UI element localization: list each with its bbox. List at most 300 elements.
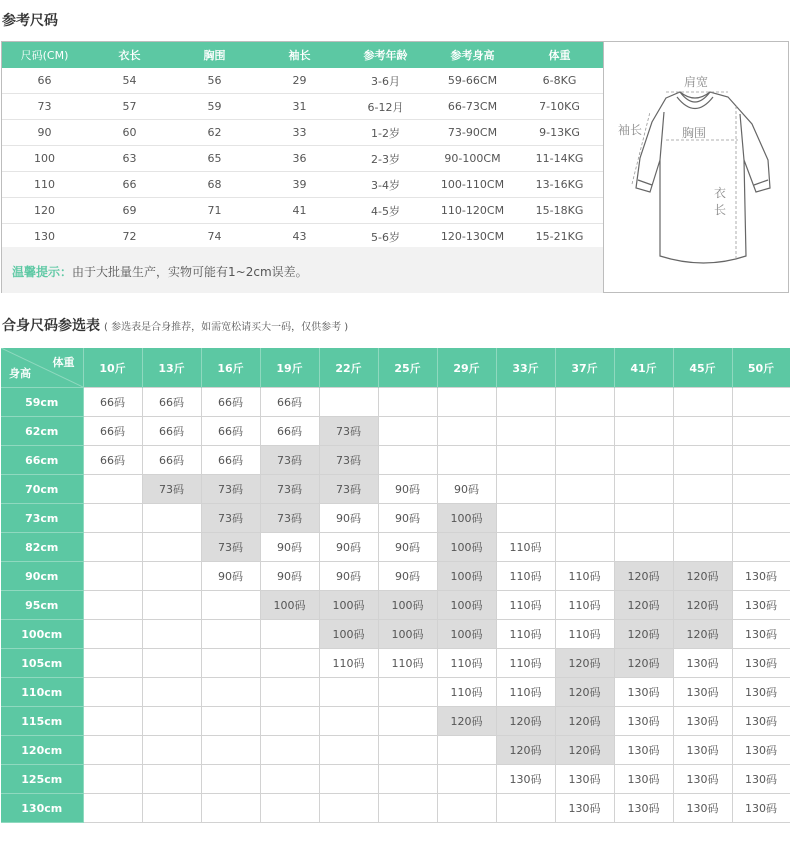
fit-cell [673, 388, 732, 417]
size-cell: 43 [257, 224, 342, 250]
fit-cell [437, 417, 496, 446]
size-row [2, 198, 603, 224]
fit-cell: 130码 [732, 707, 790, 736]
fit-cell [83, 794, 142, 823]
fit-cell [673, 504, 732, 533]
fit-cell [260, 707, 319, 736]
fit-cell [201, 620, 260, 649]
fit-cell [614, 475, 673, 504]
fit-cell: 130码 [496, 765, 555, 794]
fit-cell: 90码 [201, 562, 260, 591]
size-col-header: 袖长 [257, 42, 342, 68]
weight-header: 25斤 [378, 348, 437, 388]
weight-header: 41斤 [614, 348, 673, 388]
fit-cell: 110码 [437, 678, 496, 707]
fit-cell [673, 533, 732, 562]
fit-cell: 110码 [437, 649, 496, 678]
size-cell: 72 [87, 224, 172, 250]
fit-cell: 110码 [496, 562, 555, 591]
fit-cell: 73码 [201, 533, 260, 562]
fit-cell: 130码 [555, 765, 614, 794]
size-cell: 9-13KG [516, 120, 603, 146]
fit-cell: 73码 [260, 504, 319, 533]
size-row [2, 224, 603, 250]
fit-cell: 130码 [673, 707, 732, 736]
fit-row [1, 417, 790, 446]
fit-cell [319, 707, 378, 736]
fit-cell [378, 765, 437, 794]
size-table-header [2, 42, 603, 68]
size-col-header: 衣长 [87, 42, 172, 68]
height-header: 125cm [1, 765, 83, 794]
fit-cell [378, 794, 437, 823]
fit-row [1, 388, 790, 417]
size-cell: 15-21KG [516, 224, 603, 250]
size-row [2, 146, 603, 172]
fit-cell [260, 765, 319, 794]
fit-cell: 130码 [732, 620, 790, 649]
fit-cell: 110码 [555, 591, 614, 620]
fit-cell [614, 533, 673, 562]
fit-cell: 66码 [142, 417, 201, 446]
size-cell: 71 [172, 198, 257, 224]
fit-cell [142, 562, 201, 591]
size-cell: 33 [257, 120, 342, 146]
size-col-header: 胸围 [172, 42, 257, 68]
weight-header: 16斤 [201, 348, 260, 388]
size-cell: 1-2岁 [342, 120, 429, 146]
fit-cell: 100码 [319, 591, 378, 620]
fit-cell [260, 620, 319, 649]
height-header: 130cm [1, 794, 83, 823]
size-col-header: 参考身高 [429, 42, 516, 68]
fit-cell: 130码 [555, 794, 614, 823]
fit-cell: 73码 [201, 504, 260, 533]
fit-cell [83, 504, 142, 533]
fit-cell: 90码 [378, 475, 437, 504]
fit-cell: 90码 [319, 533, 378, 562]
fit-cell: 66码 [260, 388, 319, 417]
size-cell: 62 [172, 120, 257, 146]
fit-cell: 110码 [378, 649, 437, 678]
corner-height-label: 身高 [9, 367, 31, 380]
fit-cell: 120码 [496, 707, 555, 736]
fit-cell [437, 446, 496, 475]
chest-label: 胸围 [682, 126, 707, 140]
fit-cell [83, 475, 142, 504]
fit-cell [555, 533, 614, 562]
fit-cell: 100码 [437, 562, 496, 591]
size-cell: 120-130CM [429, 224, 516, 250]
fit-cell: 130码 [732, 765, 790, 794]
fit-cell: 73码 [142, 475, 201, 504]
height-header: 105cm [1, 649, 83, 678]
fit-cell [260, 794, 319, 823]
fit-cell: 100码 [437, 591, 496, 620]
fit-cell: 120码 [555, 736, 614, 765]
size-cell: 90-100CM [429, 146, 516, 172]
fit-cell: 120码 [614, 562, 673, 591]
height-header: 62cm [1, 417, 83, 446]
fit-cell [260, 678, 319, 707]
height-header: 100cm [1, 620, 83, 649]
fit-cell [437, 794, 496, 823]
fit-cell [201, 707, 260, 736]
fit-cell [260, 649, 319, 678]
fit-cell: 66码 [83, 417, 142, 446]
fit-cell: 120码 [673, 620, 732, 649]
fit-cell [673, 417, 732, 446]
fit-cell [555, 475, 614, 504]
size-row [2, 68, 603, 94]
length-label-1: 衣 [714, 186, 727, 200]
fit-cell: 120码 [673, 591, 732, 620]
height-header: 59cm [1, 388, 83, 417]
fit-cell [437, 388, 496, 417]
fit-cell [142, 620, 201, 649]
tip-body: 由于大批量生产，实物可能有1~2cm误差。 [72, 265, 308, 279]
fit-cell [732, 417, 790, 446]
fit-cell [201, 765, 260, 794]
fit-row [1, 504, 790, 533]
size-cell: 110-120CM [429, 198, 516, 224]
fit-cell: 66码 [142, 446, 201, 475]
size-cell: 7-10KG [516, 94, 603, 120]
length-label-2: 长 [714, 203, 727, 217]
fit-note: ( 参选表是合身推荐，如需宽松请买大一码，仅供参考 ) [104, 322, 349, 333]
fit-table [1, 348, 790, 823]
size-col-header: 尺码(CM) [2, 42, 87, 68]
fit-cell: 130码 [732, 562, 790, 591]
fit-cell: 130码 [673, 794, 732, 823]
weight-header: 13斤 [142, 348, 201, 388]
fit-cell: 130码 [614, 707, 673, 736]
fit-cell [555, 388, 614, 417]
height-header: 110cm [1, 678, 83, 707]
size-cell: 60 [87, 120, 172, 146]
fit-cell [437, 765, 496, 794]
fit-cell [378, 446, 437, 475]
fit-cell [496, 388, 555, 417]
weight-header: 37斤 [555, 348, 614, 388]
fit-cell [83, 765, 142, 794]
size-section-title: 参考尺码 [2, 13, 58, 29]
size-cell: 6-12月 [342, 94, 429, 120]
fit-cell: 130码 [614, 678, 673, 707]
size-cell: 54 [87, 68, 172, 94]
size-cell: 2-3岁 [342, 146, 429, 172]
fit-row [1, 678, 790, 707]
fit-row [1, 475, 790, 504]
fit-cell: 110码 [319, 649, 378, 678]
fit-cell [378, 678, 437, 707]
sleeve-label: 袖长 [618, 123, 643, 137]
size-cell: 11-14KG [516, 146, 603, 172]
height-header: 90cm [1, 562, 83, 591]
fit-cell [673, 446, 732, 475]
size-cell: 130 [2, 224, 87, 250]
fit-cell [142, 765, 201, 794]
fit-cell: 73码 [260, 446, 319, 475]
fit-section-title [2, 315, 348, 335]
fit-cell: 100码 [260, 591, 319, 620]
size-cell: 120 [2, 198, 87, 224]
fit-cell [83, 533, 142, 562]
fit-cell [142, 794, 201, 823]
fit-cell: 130码 [732, 649, 790, 678]
fit-cell: 66码 [83, 388, 142, 417]
size-cell: 110 [2, 172, 87, 198]
garment-diagram [604, 42, 788, 292]
fit-cell: 73码 [260, 475, 319, 504]
fit-cell: 130码 [732, 794, 790, 823]
fit-cell: 90码 [378, 504, 437, 533]
fit-cell [378, 707, 437, 736]
fit-cell [201, 794, 260, 823]
fit-cell: 110码 [555, 562, 614, 591]
fit-cell [83, 736, 142, 765]
fit-cell: 100码 [378, 620, 437, 649]
weight-header: 22斤 [319, 348, 378, 388]
size-cell: 13-16KG [516, 172, 603, 198]
fit-cell: 66码 [201, 388, 260, 417]
fit-cell: 120码 [614, 649, 673, 678]
size-cell: 56 [172, 68, 257, 94]
fit-cell [142, 591, 201, 620]
height-header: 115cm [1, 707, 83, 736]
fit-cell [555, 504, 614, 533]
fit-table-header [1, 348, 790, 388]
size-cell: 3-6月 [342, 68, 429, 94]
weight-header: 29斤 [437, 348, 496, 388]
fit-title-text: 合身尺码参选表 [2, 318, 100, 334]
fit-cell [83, 649, 142, 678]
size-cell: 90 [2, 120, 87, 146]
tip-text [12, 263, 308, 280]
size-cell: 73 [2, 94, 87, 120]
size-cell: 100-110CM [429, 172, 516, 198]
weight-header: 19斤 [260, 348, 319, 388]
fit-cell: 66码 [201, 417, 260, 446]
fit-cell: 90码 [319, 562, 378, 591]
fit-cell [378, 736, 437, 765]
size-cell: 66 [2, 68, 87, 94]
fit-cell: 130码 [614, 765, 673, 794]
size-cell: 69 [87, 198, 172, 224]
fit-cell [201, 678, 260, 707]
shoulder-label: 肩宽 [683, 75, 709, 89]
fit-cell: 73码 [319, 417, 378, 446]
fit-cell [732, 533, 790, 562]
size-cell: 6-8KG [516, 68, 603, 94]
fit-cell: 110码 [555, 620, 614, 649]
height-header: 82cm [1, 533, 83, 562]
fit-row [1, 765, 790, 794]
corner-cell [1, 348, 83, 388]
fit-cell [496, 446, 555, 475]
fit-cell: 130码 [673, 736, 732, 765]
fit-cell: 120码 [555, 678, 614, 707]
size-cell: 59 [172, 94, 257, 120]
size-cell: 3-4岁 [342, 172, 429, 198]
fit-cell: 120码 [614, 620, 673, 649]
size-row [2, 120, 603, 146]
height-header: 66cm [1, 446, 83, 475]
fit-cell [496, 475, 555, 504]
fit-cell: 66码 [201, 446, 260, 475]
fit-cell [319, 736, 378, 765]
fit-cell [142, 504, 201, 533]
size-cell: 74 [172, 224, 257, 250]
size-cell: 68 [172, 172, 257, 198]
fit-cell: 110码 [496, 649, 555, 678]
size-cell: 41 [257, 198, 342, 224]
size-row [2, 94, 603, 120]
fit-cell [732, 388, 790, 417]
fit-cell: 110码 [496, 533, 555, 562]
size-cell: 65 [172, 146, 257, 172]
size-cell: 66-73CM [429, 94, 516, 120]
fit-cell: 90码 [378, 533, 437, 562]
fit-cell [732, 475, 790, 504]
size-cell: 15-18KG [516, 198, 603, 224]
weight-header: 33斤 [496, 348, 555, 388]
bodysuit-illustration [604, 42, 788, 292]
size-chart-box [1, 41, 789, 293]
fit-cell [83, 707, 142, 736]
size-cell: 29 [257, 68, 342, 94]
fit-cell [496, 417, 555, 446]
corner-weight-label: 体重 [52, 356, 75, 369]
fit-cell [83, 562, 142, 591]
fit-row [1, 736, 790, 765]
size-cell: 73-90CM [429, 120, 516, 146]
fit-cell: 73码 [319, 446, 378, 475]
height-header: 70cm [1, 475, 83, 504]
fit-cell: 100码 [378, 591, 437, 620]
fit-cell [142, 707, 201, 736]
fit-row [1, 707, 790, 736]
tip-row [2, 247, 603, 293]
fit-cell: 73码 [201, 475, 260, 504]
fit-cell [732, 504, 790, 533]
fit-cell [614, 388, 673, 417]
fit-cell [673, 475, 732, 504]
fit-cell [142, 649, 201, 678]
fit-cell: 130码 [732, 678, 790, 707]
fit-cell [319, 794, 378, 823]
size-cell: 4-5岁 [342, 198, 429, 224]
fit-cell: 100码 [437, 620, 496, 649]
fit-cell [614, 446, 673, 475]
tip-label: 温馨提示： [12, 265, 73, 279]
fit-cell [437, 736, 496, 765]
fit-cell: 120码 [555, 649, 614, 678]
fit-cell: 90码 [260, 562, 319, 591]
fit-row [1, 620, 790, 649]
fit-cell [260, 736, 319, 765]
size-cell: 66 [87, 172, 172, 198]
fit-cell [83, 620, 142, 649]
fit-cell: 110码 [496, 620, 555, 649]
fit-cell: 66码 [142, 388, 201, 417]
fit-cell: 120码 [437, 707, 496, 736]
fit-cell: 90码 [260, 533, 319, 562]
size-cell: 39 [257, 172, 342, 198]
size-cell: 5-6岁 [342, 224, 429, 250]
fit-cell [555, 417, 614, 446]
fit-cell [201, 591, 260, 620]
height-header: 120cm [1, 736, 83, 765]
fit-cell: 130码 [732, 736, 790, 765]
fit-row [1, 446, 790, 475]
size-cell: 100 [2, 146, 87, 172]
fit-cell: 130码 [673, 765, 732, 794]
fit-row [1, 591, 790, 620]
fit-cell: 120码 [555, 707, 614, 736]
size-col-header: 参考年龄 [342, 42, 429, 68]
fit-cell [201, 649, 260, 678]
fit-cell [142, 678, 201, 707]
fit-cell [142, 533, 201, 562]
size-col-header: 体重 [516, 42, 603, 68]
size-row [2, 172, 603, 198]
fit-cell [319, 765, 378, 794]
fit-row [1, 533, 790, 562]
fit-cell [201, 736, 260, 765]
height-header: 95cm [1, 591, 83, 620]
fit-row [1, 794, 790, 823]
weight-header: 45斤 [673, 348, 732, 388]
fit-cell [142, 736, 201, 765]
size-cell: 57 [87, 94, 172, 120]
fit-cell: 100码 [319, 620, 378, 649]
fit-cell: 130码 [614, 736, 673, 765]
fit-cell: 120码 [614, 591, 673, 620]
fit-cell: 130码 [673, 649, 732, 678]
fit-cell: 130码 [614, 794, 673, 823]
size-table [2, 42, 603, 250]
fit-cell: 66码 [83, 446, 142, 475]
fit-cell: 66码 [260, 417, 319, 446]
fit-cell: 120码 [673, 562, 732, 591]
weight-header: 10斤 [83, 348, 142, 388]
fit-cell [378, 417, 437, 446]
fit-cell [555, 446, 614, 475]
fit-row [1, 562, 790, 591]
fit-cell: 100码 [437, 504, 496, 533]
fit-cell [614, 504, 673, 533]
fit-cell: 110码 [496, 678, 555, 707]
fit-cell: 100码 [437, 533, 496, 562]
size-cell: 31 [257, 94, 342, 120]
fit-cell [83, 591, 142, 620]
weight-header: 50斤 [732, 348, 790, 388]
fit-cell: 90码 [378, 562, 437, 591]
fit-cell: 90码 [437, 475, 496, 504]
size-cell: 59-66CM [429, 68, 516, 94]
fit-cell [319, 388, 378, 417]
fit-row [1, 649, 790, 678]
height-header: 73cm [1, 504, 83, 533]
fit-cell: 90码 [319, 504, 378, 533]
fit-cell [319, 678, 378, 707]
fit-cell [83, 678, 142, 707]
fit-cell [496, 504, 555, 533]
fit-cell: 130码 [673, 678, 732, 707]
fit-cell [378, 388, 437, 417]
size-cell: 63 [87, 146, 172, 172]
